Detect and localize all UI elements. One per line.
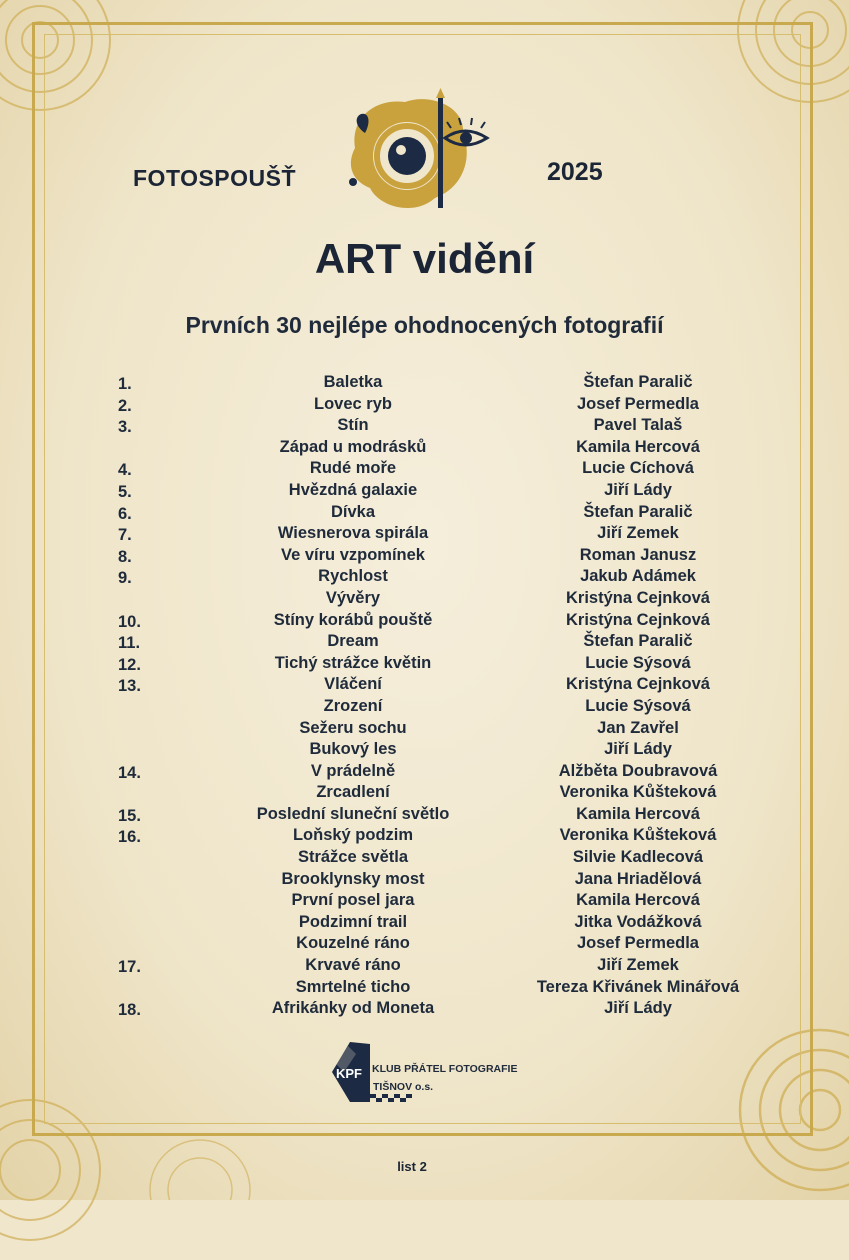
photo-title: Stín: [337, 416, 369, 435]
list-item: [0, 373, 849, 395]
photo-title: Stíny korábů pouště: [273, 610, 433, 629]
list-item: [0, 999, 849, 1021]
photo-author: Veronika Kůšteková: [559, 826, 717, 845]
photo-author: Jiří Lády: [604, 999, 672, 1018]
rank-number: 9.: [118, 569, 132, 588]
rank-number: 10.: [118, 612, 141, 631]
list-item: [0, 546, 849, 568]
list-item: [0, 438, 849, 460]
rank-number: 12.: [118, 655, 141, 674]
club-logo-text: KPF: [336, 1066, 362, 1081]
club-name-line-1: KLUB PŘÁTEL FOTOGRAFIE: [372, 1063, 518, 1075]
photo-author: Lucie Sýsová: [585, 696, 691, 715]
page-subtitle: Prvních 30 nejlépe ohodnocených fotografií: [185, 312, 664, 338]
rank-number: 8.: [118, 547, 132, 566]
rank-number: 11.: [118, 634, 141, 653]
photo-author: Kristýna Cejnková: [566, 675, 710, 694]
photo-title: Zrcadlení: [316, 783, 390, 802]
list-item: [0, 481, 849, 503]
photo-author: Roman Janusz: [579, 545, 697, 564]
photo-author: Kamila Hercová: [576, 891, 700, 910]
photo-author: Jitka Vodážková: [574, 912, 702, 931]
rank-number: 7.: [118, 526, 132, 545]
photo-title: Wiesnerova spirála: [277, 524, 429, 543]
list-item: [0, 654, 849, 676]
list-item: [0, 805, 849, 827]
photo-title: Západ u modrásků: [279, 437, 427, 456]
photo-author: Jakub Adámek: [580, 567, 696, 586]
list-item: [0, 848, 849, 870]
list-item: [0, 719, 849, 741]
photo-author: Kamila Hercová: [576, 437, 700, 456]
list-item: [0, 826, 849, 848]
photo-title: Baletka: [323, 373, 383, 391]
list-item: [0, 675, 849, 697]
photo-title: Rudé moře: [309, 459, 397, 478]
photo-author: Lucie Cíchová: [582, 459, 694, 478]
photo-title: Brooklynsky most: [281, 869, 425, 888]
sheet-number: list 2: [397, 1159, 427, 1174]
rank-number: 13.: [118, 677, 141, 696]
list-item: [0, 762, 849, 784]
photo-author: Štefan Paralič: [583, 373, 693, 391]
photo-title: Dívka: [330, 502, 376, 521]
rank-number: 3.: [118, 418, 132, 437]
photo-title: Krvavé ráno: [305, 956, 401, 975]
rank-number: 1.: [118, 375, 132, 393]
list-item: [0, 567, 849, 589]
photo-author: Alžběta Doubravová: [558, 761, 718, 780]
list-item: [0, 913, 849, 935]
photo-author: Jiří Zemek: [597, 524, 679, 543]
rank-number: 17.: [118, 958, 141, 977]
rank-number: 2.: [118, 396, 132, 415]
photo-author: Štefan Paralič: [583, 632, 693, 651]
photo-author: Jiří Lády: [604, 480, 672, 499]
header-label: FOTOSPOUŠŤ: [133, 165, 297, 191]
photo-author: Štefan Paralič: [583, 502, 693, 521]
photo-title: Hvězdná galaxie: [288, 480, 418, 499]
photo-author: Lucie Sýsová: [585, 653, 691, 672]
list-item: [0, 934, 849, 956]
photo-title: V prádelně: [310, 761, 396, 780]
photo-title: První posel jara: [291, 891, 415, 910]
photo-title: Rychlost: [318, 567, 388, 586]
rank-number: 4.: [118, 461, 132, 480]
photo-title: Smrtelné ticho: [295, 977, 411, 996]
list-item: [0, 395, 849, 417]
photo-title: Loňský podzim: [292, 826, 414, 845]
list-item: [0, 978, 849, 1000]
list-item: [0, 632, 849, 654]
rank-number: 15.: [118, 806, 141, 825]
photo-title: Lovec ryb: [314, 394, 392, 413]
photo-title: Poslední sluneční světlo: [256, 804, 450, 823]
rank-number: 16.: [118, 828, 141, 847]
photo-author: Jiří Zemek: [597, 956, 679, 975]
photo-author: Jana Hriadělová: [574, 869, 702, 888]
photo-title: Kouzelné ráno: [296, 934, 410, 953]
photo-title: Ve víru vzpomínek: [281, 545, 425, 564]
photo-author: Josef Permedla: [577, 394, 699, 413]
list-item: [0, 589, 849, 611]
list-item: [0, 783, 849, 805]
photo-title: Sežeru sochu: [299, 718, 407, 737]
page-title: ART vidění: [314, 235, 535, 282]
rank-number: 5.: [118, 482, 132, 501]
list-item: [0, 503, 849, 525]
photo-author: Silvie Kadlecová: [572, 848, 704, 867]
list-item: [0, 891, 849, 913]
photo-author: Pavel Talaš: [593, 416, 683, 435]
photo-title: Bukový les: [309, 740, 397, 759]
art-vision-logo-icon: [345, 88, 495, 220]
list-item: [0, 697, 849, 719]
rank-number: 6.: [118, 504, 132, 523]
photo-author: Kamila Hercová: [576, 804, 700, 823]
list-item: [0, 611, 849, 633]
photo-title: Vývěry: [325, 588, 381, 607]
photo-title: Afrikánky od Moneta: [271, 999, 435, 1018]
list-item: [0, 459, 849, 481]
photo-author: Kristýna Cejnková: [566, 610, 710, 629]
list-item: [0, 870, 849, 892]
photo-title: Vláčení: [324, 675, 382, 694]
photo-author: Jan Zavřel: [597, 718, 679, 737]
club-name-line-2: TIŠNOV o.s.: [373, 1081, 434, 1093]
photo-title: Podzimní trail: [298, 912, 408, 931]
header-year: 2025: [547, 158, 603, 186]
list-item: [0, 740, 849, 762]
photo-author: Veronika Kůšteková: [559, 783, 717, 802]
photo-title: Tichý strážce květin: [274, 653, 432, 672]
photo-title: Strážce světla: [297, 848, 409, 867]
photo-author: Kristýna Cejnková: [566, 588, 710, 607]
list-item: [0, 416, 849, 438]
photo-author: Josef Permedla: [577, 934, 699, 953]
rank-number: 18.: [118, 1001, 141, 1020]
photo-title: Dream: [327, 632, 379, 651]
list-item: [0, 524, 849, 546]
list-item: [0, 956, 849, 978]
rank-number: 14.: [118, 763, 141, 782]
results-list: [0, 373, 849, 1021]
photo-author: Tereza Křivánek Minářová: [536, 977, 740, 996]
photo-author: Jiří Lády: [604, 740, 672, 759]
photo-title: Zrození: [323, 696, 383, 715]
